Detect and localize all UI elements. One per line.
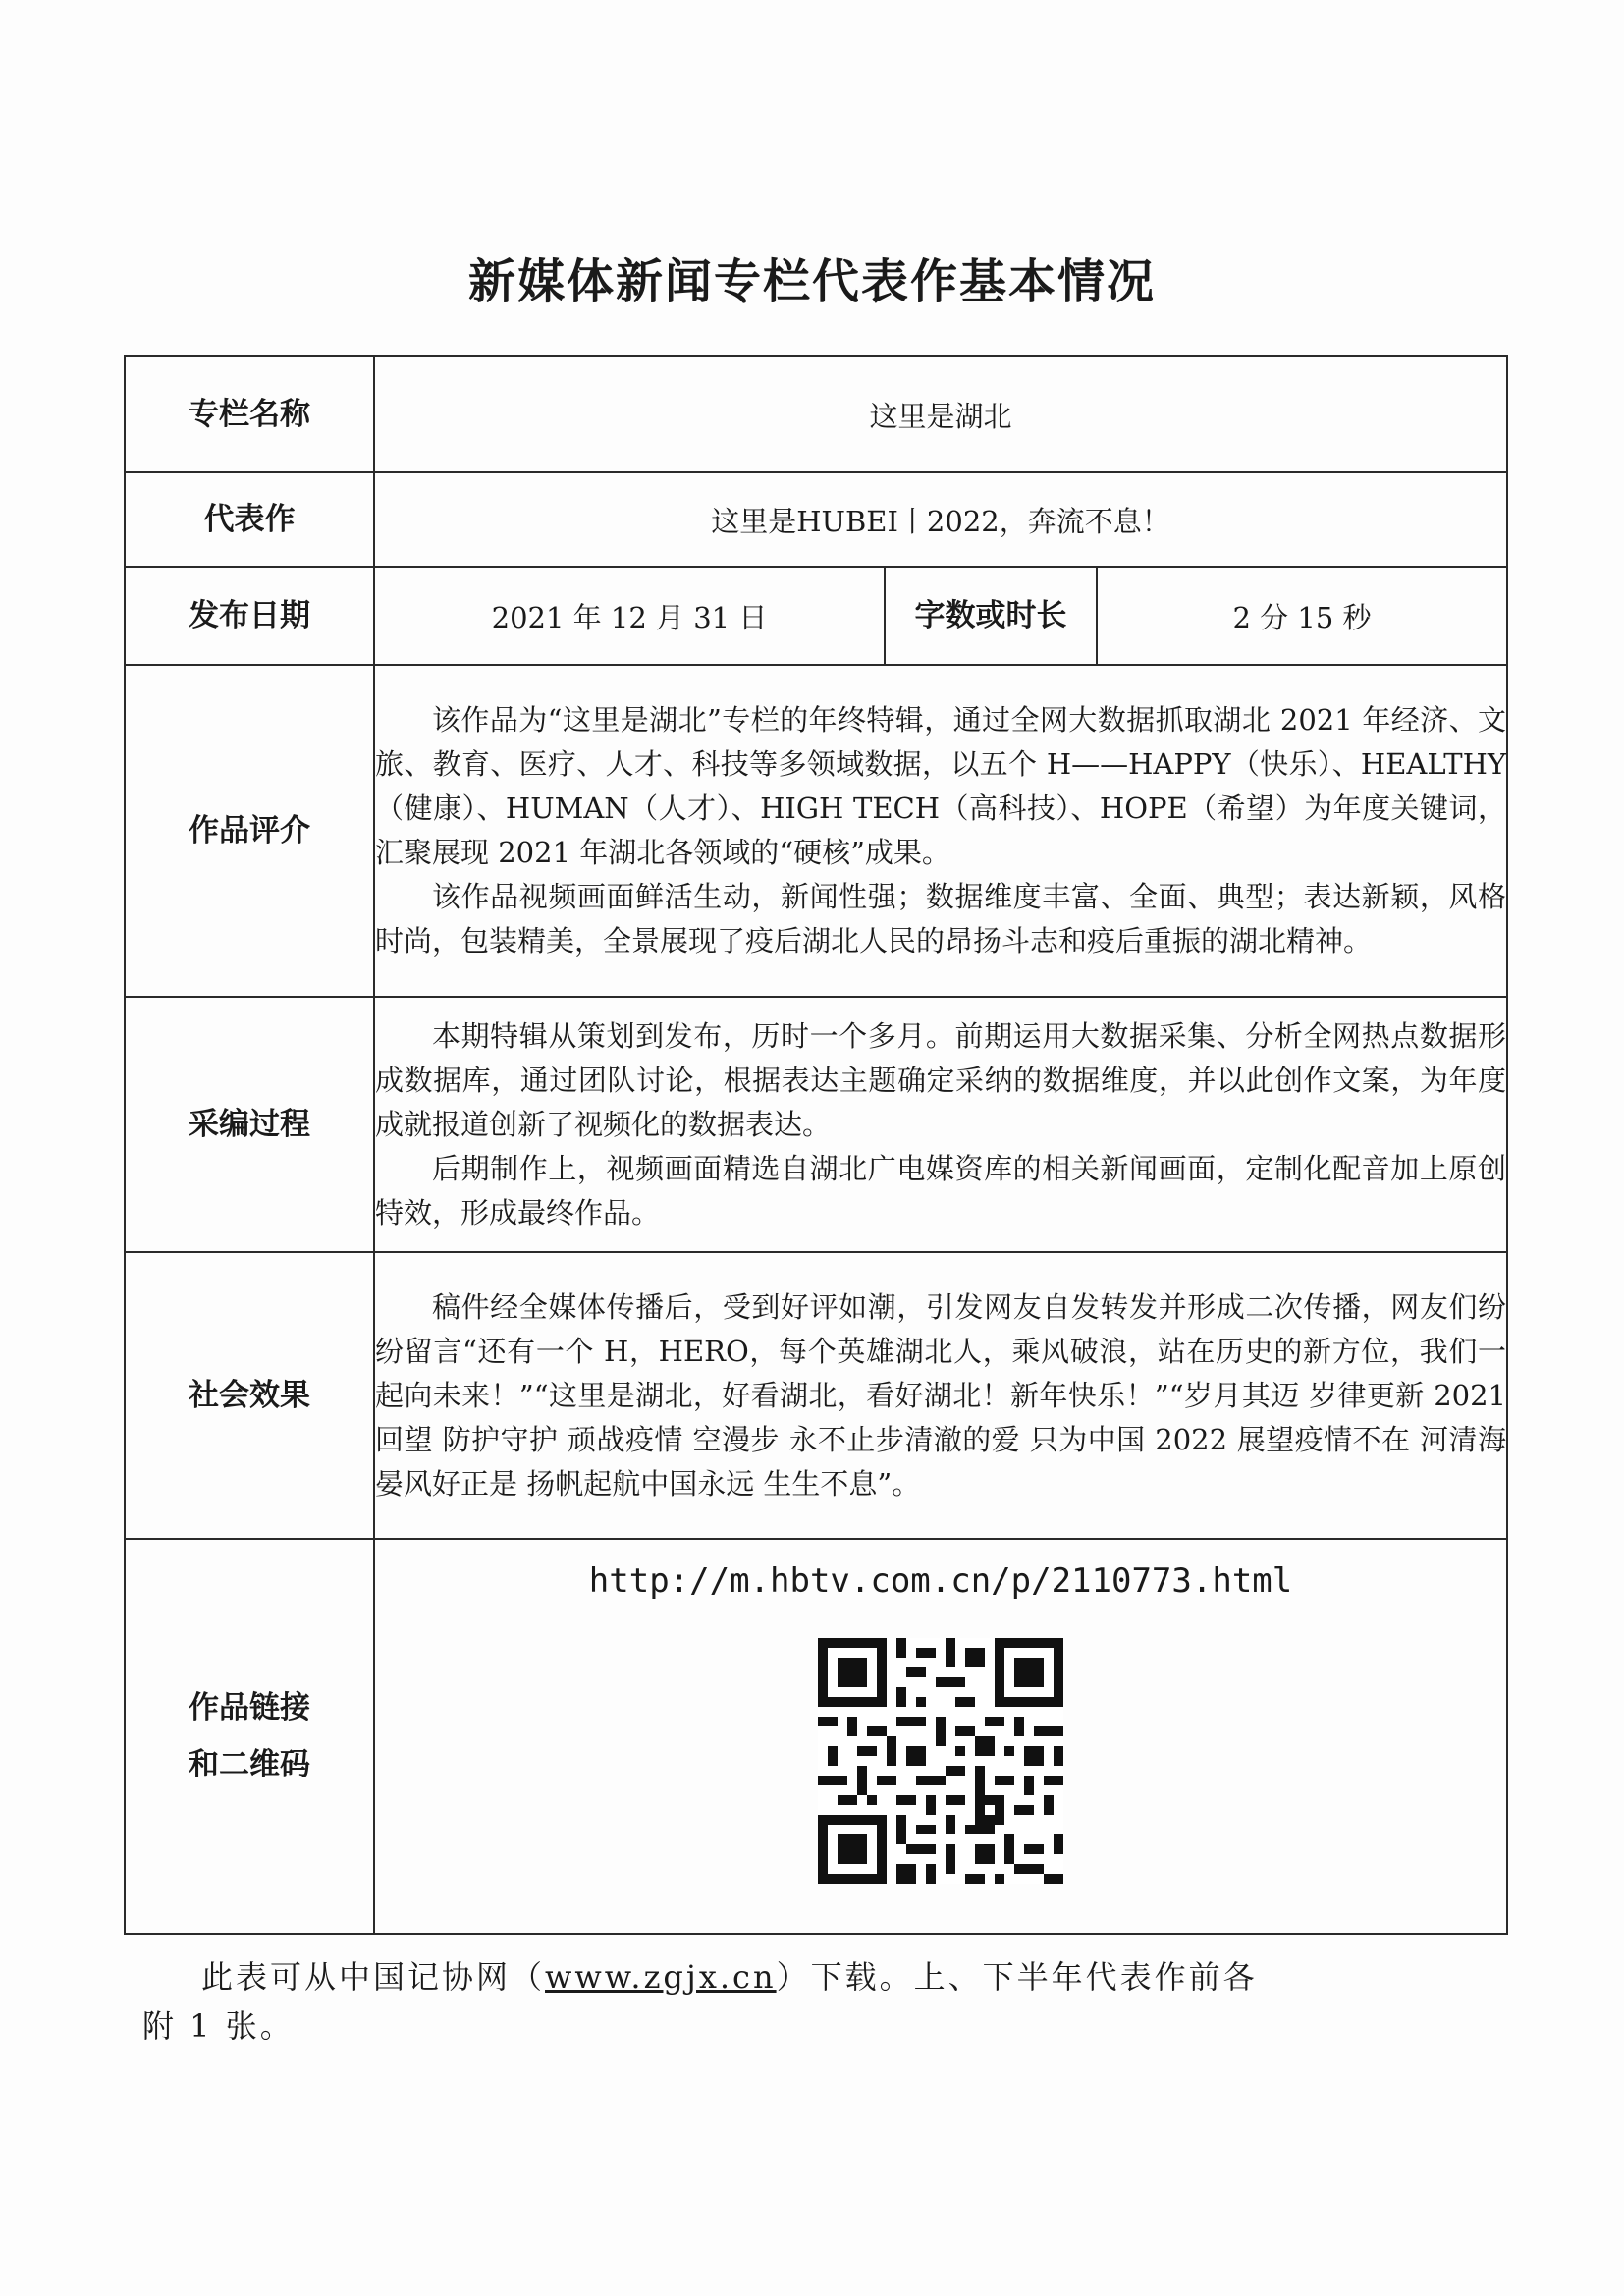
representative-label: 代表作 (125, 472, 374, 567)
footer-line-2: 附 1 张。 (142, 2007, 295, 2045)
zgjx-link[interactable]: www.zgjx.cn (545, 1958, 777, 1995)
length-value: 2 分 15 秒 (1097, 567, 1507, 665)
page-title: 新媒体新闻专栏代表作基本情况 (467, 254, 1156, 309)
row-representative (125, 472, 1507, 567)
link-label-line: 和二维码 (189, 1747, 310, 1782)
row-publish (125, 567, 1507, 665)
footer-prefix: 此表可从中国记协网（ (201, 1958, 546, 1995)
link-label (125, 1539, 374, 1934)
footer-line-1 (201, 1952, 1468, 2001)
evaluation-paragraph: 该作品为“这里是湖北”专栏的年终特辑，通过全网大数据抓取湖北 2021 年经济、文旅、教育、医疗、人才、科技等多领域数据，以五个 H——HAPPY（快乐）、HEALTHY（健康）、HUMAN（人才）、HIGH TECH（高科技）、HOPE（希望）为年度关键词，汇聚展现 2021 年湖北各领域的“硬核”成果。 (375, 703, 1507, 869)
process-paragraph: 本期特辑从策划到发布，历时一个多月。前期运用大数据采集、分析全网热点数据形成数据库，通过团队讨论，根据表达主题确定采纳的数据维度，并以此创作文案，为年度成就报道创新了视频化的数据表达。 (375, 1018, 1507, 1141)
info-table (124, 355, 1508, 1935)
row-column-name (125, 356, 1507, 472)
column-name-value: 这里是湖北 (374, 356, 1507, 472)
publish-date-value: 2021 年 12 月 31 日 (374, 567, 885, 665)
publish-date-label: 发布日期 (125, 567, 374, 665)
link-label-line: 作品链接 (189, 1690, 310, 1725)
effect-label: 社会效果 (125, 1252, 374, 1539)
evaluation-text (374, 665, 1507, 997)
row-effect (125, 1252, 1507, 1539)
column-name-label: 专栏名称 (125, 356, 374, 472)
process-paragraph: 后期制作上，视频画面精选自湖北广电媒资库的相关新闻画面，定制化配音加上原创特效，形成最终作品。 (375, 1151, 1507, 1230)
process-text (374, 997, 1507, 1252)
row-evaluation (125, 665, 1507, 997)
evaluation-label: 作品评介 (125, 665, 374, 997)
evaluation-paragraph: 该作品视频画面鲜活生动，新闻性强；数据维度丰富、全面、典型；表达新颖，风格时尚，包装精美，全景展现了疫后湖北人民的昂扬斗志和疫后重振的湖北精神。 (375, 880, 1507, 957)
row-process (125, 997, 1507, 1252)
work-link[interactable]: http://m.hbtv.com.cn/p/2110773.html (588, 1561, 1293, 1601)
representative-value: 这里是HUBEI丨2022，奔流不息！ (374, 472, 1507, 567)
process-label: 采编过程 (125, 997, 374, 1252)
qr-code-icon[interactable] (818, 1638, 1063, 1884)
effect-text (374, 1252, 1507, 1539)
footer-suffix: ）下载。上、下半年代表作前各 (776, 1958, 1258, 1995)
length-label: 字数或时长 (885, 567, 1097, 665)
footer-note (142, 1952, 1468, 2050)
link-cell (374, 1539, 1507, 1934)
effect-paragraph: 稿件经全媒体传播后，受到好评如潮，引发网友自发转发并形成二次传播，网友们纷纷留言“还有一个 H，HERO，每个英雄湖北人，乘风破浪，站在历史的新方位，我们一起向未来！”“这里是湖北，好看湖北，看好湖北！新年快乐！”“岁月其迈 岁律更新 2021 回望 防护守护 顽战疫情 空漫步 永不止步清澈的爱 只为中国 2022 展望疫情不在 河清海晏风好正是 扬帆起航中国永远 生生不息”。 (375, 1289, 1507, 1501)
row-link (125, 1539, 1507, 1934)
